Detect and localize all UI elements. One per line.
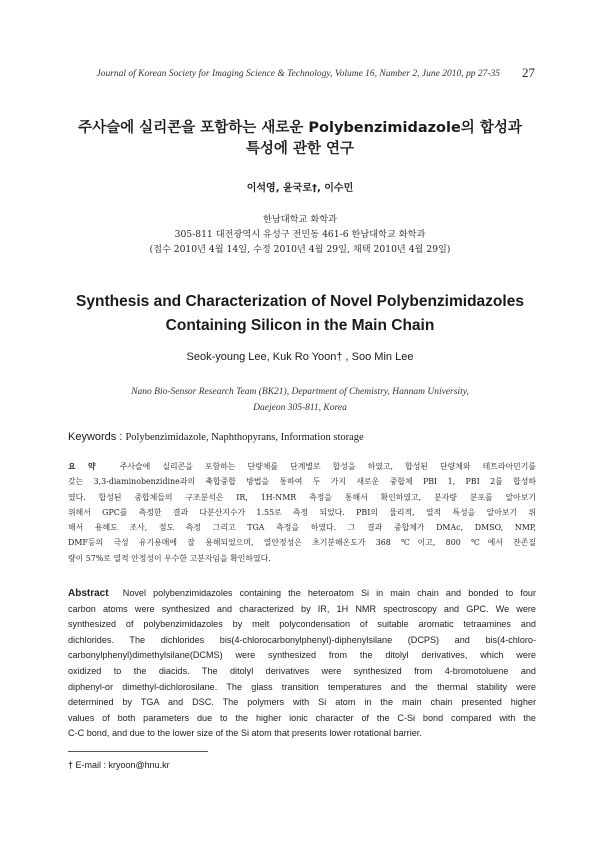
korean-affiliation	[40, 212, 560, 257]
english-title-line: Containing Silicon in the Main Chain	[165, 317, 435, 334]
keywords	[68, 431, 538, 443]
korean-abstract-label: 요 약	[68, 462, 96, 471]
page-number: 27	[522, 65, 535, 80]
korean-affiliation-line: 305-811 대전광역시 유성구 전민동 461-6 한남대학교 화학과	[174, 229, 426, 240]
english-affiliation-line: Daejeon 305-811, Korea	[253, 402, 347, 413]
english-affiliation-line: Nano Bio-Sensor Research Team (BK21), Department of Chemistry, Hannam University,	[131, 387, 469, 397]
english-title	[30, 290, 570, 338]
korean-abstract-first-line: 주사슬에 실리콘을 포함하는 단량체를 단계별로 합성을 하였고, 합성된 단량체와 테트라아민기를	[119, 462, 536, 471]
footnote-email: E-mail : kryoon@hnu.kr	[73, 760, 170, 770]
korean-abstract-line	[68, 459, 536, 474]
keywords-label: Keywords :	[68, 431, 126, 443]
english-abstract-first-line: Novel polybenzimidazoles containing the heteroatom Si in main chain and bonded to four	[122, 588, 536, 598]
english-authors: Seok-young Lee, Kuk Ro Yoon† , Soo Min Lee	[186, 351, 414, 363]
korean-abstract-line: 해서 용해도 조사, 점도 측정 그리고 TGA 측정을 하였다. 그 결과 중합체가 DMAc, DMSO, NMP,	[68, 523, 536, 533]
english-abstract-line: C-C bond, and due to the lower size of the Si atom that presents lower rotational barrier.	[68, 728, 422, 739]
keywords-text: Polybenzimidazole, Naphthopyrans, Information storage	[125, 432, 364, 443]
korean-title-line: 주사슬에 실리콘을 포함하는 새로운 Polybenzimidazole의 합성과	[78, 120, 522, 136]
english-abstract	[68, 586, 536, 742]
english-abstract-line: oxidized to the diacids. The ditolyl derivatives were synthesized from 4-bromotoluene and	[68, 665, 536, 676]
english-abstract-line: carbonylphenyl)dimethylsilane(DCMS) were synthesized from the ditolyl derivatives, which were	[68, 650, 536, 661]
english-affiliation	[40, 385, 560, 416]
english-abstract-label: Abstract	[68, 588, 109, 599]
english-abstract-line: synthesized of polybenzimidazoles by melt polycondensation of suitable aromatic tetraamines and	[68, 619, 536, 630]
english-abstract-line: dichlorides. The dichlorides bis(4-chlorocarbonylphenyl)-diphenylsilane (DCPS) and bis(4-chloro-	[68, 634, 536, 645]
korean-title	[40, 118, 560, 160]
footnote	[68, 760, 368, 770]
english-abstract-line: values of both parameters due to the higher ionic character of the C-Si bond compared with the	[68, 712, 536, 723]
korean-abstract-line: 위해서 GPC를 측정한 결과 다분산지수가 1.55로 측정 되었다. PBI의 물리적, 열적 특성을 알아보기 위	[68, 507, 536, 517]
korean-abstract	[68, 459, 536, 566]
korean-abstract-line: 량이 57%로 열적 안정성이 우수한 고분자임을 확인하였다.	[68, 553, 271, 563]
korean-authors: 이석영, 윤국로†, 이수민	[246, 183, 354, 194]
english-title-line: Synthesis and Characterization of Novel Polybenzimidazoles	[76, 293, 524, 310]
english-abstract-line	[68, 586, 536, 602]
footnote-marker: †	[68, 760, 74, 770]
english-abstract-line: diphenyl-or dimethyl-dichlorosilane. The glass transition temperatures and the thermal stability were	[68, 681, 536, 692]
english-abstract-line: carbon atoms were synthesized and characterized by IR, 1H NMR spectroscopy and GPC. We were	[68, 603, 536, 614]
footnote-divider	[68, 751, 208, 752]
korean-abstract-line: 갖는 3,3-diaminobenzidine과의 축합중합 방법을 통하여 두 가지 새로운 중합체 PBI 1, PBI 2를 합성하	[68, 477, 536, 487]
korean-affiliation-line: 한남대학교 화학과	[263, 214, 337, 225]
korean-abstract-line: 였다. 합성된 중합체들의 구조분석은 IR, 1H-NMR 측정을 통해서 확인하였고, 분자량 분포를 알아보기	[68, 492, 536, 502]
korean-affiliation-line: (접수 2010년 4월 14일, 수정 2010년 4월 29일, 채택 2010년 4월 29일)	[149, 244, 451, 255]
running-head: Journal of Korean Society for Imaging Science & Technology, Volume 16, Number 2, June 2010, pp 27-35	[96, 69, 500, 79]
korean-title-line: 특성에 관한 연구	[245, 141, 355, 157]
korean-abstract-line: DMF등의 극성 유기용매에 잘 용해되었으며, 열안정성은 초기분해온도가 368 ℃이고, 800 ℃에서 잔존질	[68, 538, 536, 548]
english-abstract-line: determined by TGA and DSC. The polymers with Si atom in the main chain presented higher	[68, 697, 536, 708]
